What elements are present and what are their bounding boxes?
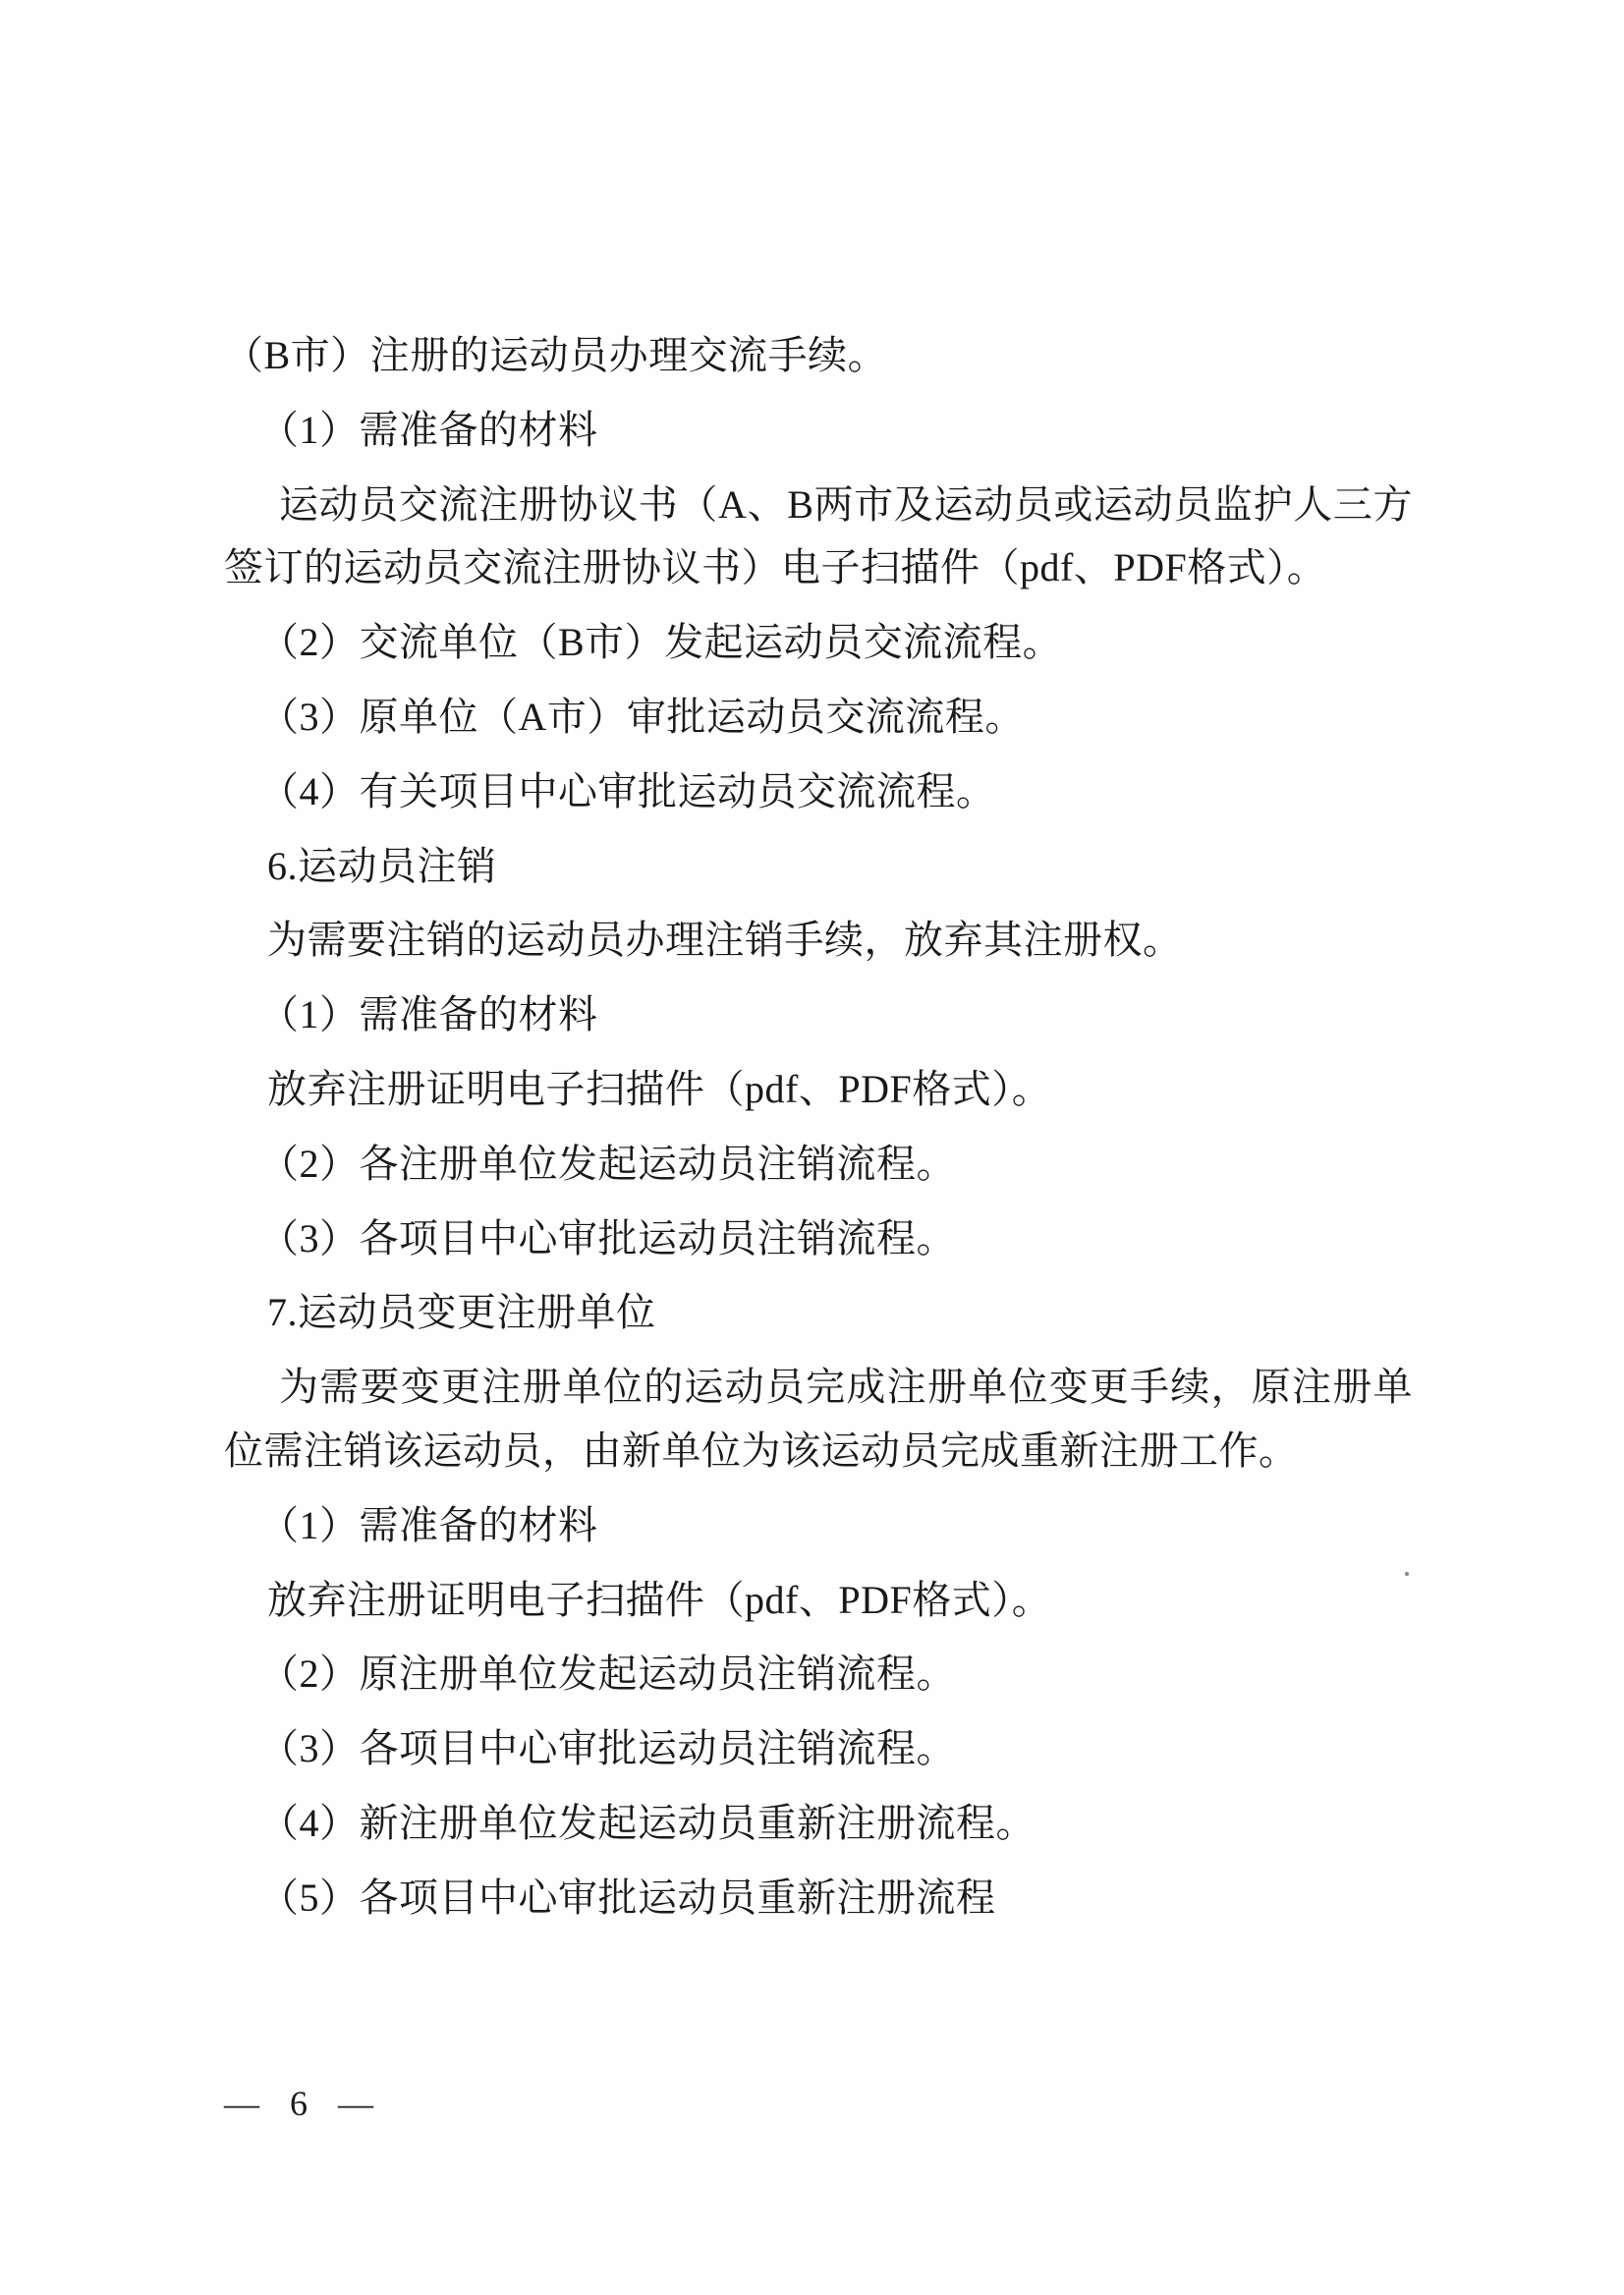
paragraph-5-4: （4）有关项目中心审批运动员交流流程。 [259,768,996,813]
paragraph-6-1-heading: （1）需准备的材料 [259,992,598,1037]
paragraph-7-5: （5）各项目中心审批运动员重新注册流程 [259,1875,996,1920]
page-body-text [224,324,1413,1941]
paragraph-5-2: （2）交流单位（B市）发起运动员交流流程。 [259,620,1063,665]
paragraph-7-1-heading: （1）需准备的材料 [259,1502,598,1547]
paragraph-continuation: （B市）注册的运动员办理交流手续。 [224,333,888,377]
paragraph-5-1-body: 运动员交流注册协议书（A、B两市及运动员或运动员监护人三方签订的运动员交流注册协议书）电子扫描件（pdf、PDF格式）。 [224,481,1413,590]
paragraph-6-2: （2）各注册单位发起运动员注销流程。 [259,1141,956,1186]
section-7-title: 7.运动员变更注册单位 [267,1290,656,1335]
page-number: 6 [290,2084,309,2123]
paragraph-6-1-body: 放弃注册证明电子扫描件（pdf、PDF格式）。 [267,1066,1052,1111]
paragraph-7-2: （2）原注册单位发起运动员注销流程。 [259,1651,956,1697]
section-6-description: 为需要注销的运动员办理注销手续，放弃其注册权。 [267,918,1183,963]
footer-dash-right: — [338,2084,375,2123]
paragraph-5-3: （3）原单位（A市）审批运动员交流流程。 [259,694,1025,739]
paragraph-7-3: （3）各项目中心审批运动员注销流程。 [259,1726,956,1771]
paragraph-6-3: （3）各项目中心审批运动员注销流程。 [259,1215,956,1260]
paragraph-7-1-body: 放弃注册证明电子扫描件（pdf、PDF格式）。 [267,1577,1052,1622]
paragraph-5-1-heading: （1）需准备的材料 [259,407,598,452]
page-speck [1405,1572,1409,1576]
paragraph-7-4: （4）新注册单位发起运动员重新注册流程。 [259,1800,1036,1845]
page-footer [224,2083,1413,2124]
footer-dash-left: — [224,2084,261,2123]
section-7-description: 为需要变更注册单位的运动员完成注册单位变更手续，原注册单位需注销该运动员，由新单位为该运动员完成重新注册工作。 [224,1365,1413,1473]
section-6-title: 6.运动员注销 [267,843,497,888]
